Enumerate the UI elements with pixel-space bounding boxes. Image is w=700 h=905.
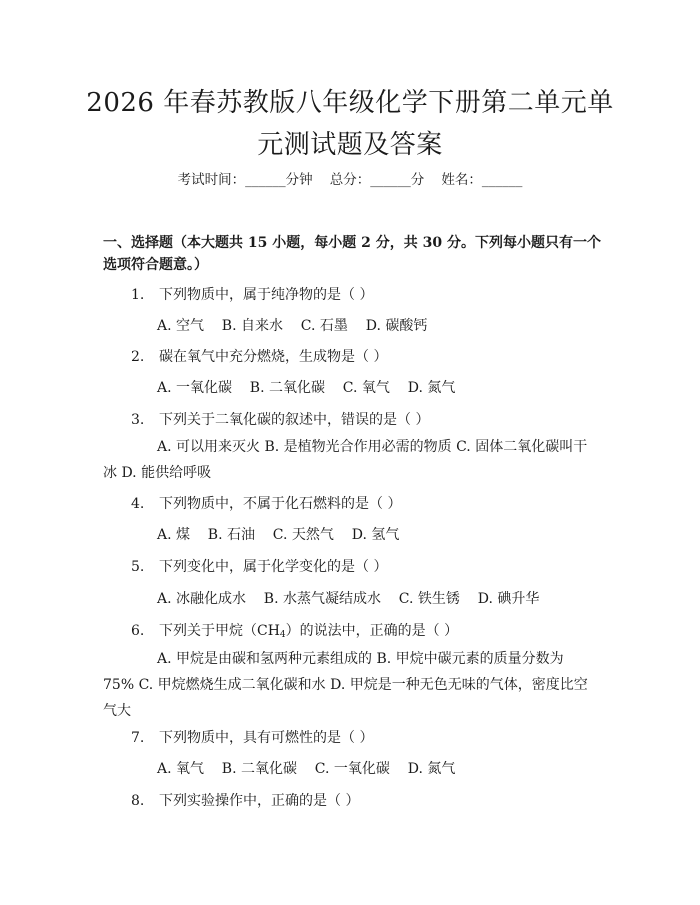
exam-meta-info: 考试时间：______分钟 总分：______分 姓名：______ <box>177 172 523 188</box>
question-5-options: A. 冰融化成水 B. 水蒸气凝结成水 C. 铁生锈 D. 碘升华 <box>157 591 540 607</box>
subscript-4: 4 <box>279 630 286 640</box>
exam-title-line2: 元测试题及答案 <box>257 130 443 160</box>
question-2-options: A. 一氧化碳 B. 二氧化碳 C. 氧气 D. 氮气 <box>157 380 456 396</box>
question-number: 1. <box>131 287 145 303</box>
question-7 <box>131 727 611 747</box>
question-6-options: A. 甲烷是由碳和氢两种元素组成的 B. 甲烷中碳元素的质量分数为 75% C. 甲烷燃烧生成二氧化碳和水 D. 甲烷是一种无色无味的气体，密度比空气大 <box>103 651 588 719</box>
question-stem: 下列实验操作中，正确的是（ ） <box>159 793 360 809</box>
exam-title-line1: 2026 年春苏教版八年级化学下册第二单元单 <box>86 88 614 118</box>
question-stem: 下列物质中，属于纯净物的是（ ） <box>159 287 374 303</box>
question-stem-pre: 下列关于甲烷（CH <box>159 623 280 639</box>
question-8 <box>131 790 611 810</box>
question-number: 7. <box>131 730 145 746</box>
question-number: 6. <box>131 623 145 639</box>
question-number: 2. <box>131 349 145 365</box>
question-4-options: A. 煤 B. 石油 C. 天然气 D. 氢气 <box>157 527 400 543</box>
question-stem-post: ）的说法中，正确的是（ ） <box>285 623 459 639</box>
question-6 <box>131 620 611 640</box>
question-4 <box>131 493 611 513</box>
question-stem: 下列变化中，属于化学变化的是（ ） <box>159 559 388 575</box>
question-2 <box>131 346 611 366</box>
question-number: 4. <box>131 496 145 512</box>
question-3 <box>131 409 611 429</box>
question-number: 5. <box>131 559 145 575</box>
question-stem: 下列物质中，不属于化石燃料的是（ ） <box>159 496 402 512</box>
question-stem: 下列物质中，具有可燃性的是（ ） <box>159 730 374 746</box>
question-number: 3. <box>131 412 145 428</box>
question-1-options: A. 空气 B. 自来水 C. 石墨 D. 碳酸钙 <box>157 318 428 334</box>
question-number: 8. <box>131 793 145 809</box>
question-5 <box>131 556 611 576</box>
section-heading: 一、选择题（本大题共 15 小题，每小题 2 分，共 30 分。下列每小题只有一个选项符合题意。） <box>103 235 601 273</box>
question-stem: 碳在氧气中充分燃烧，生成物是（ ） <box>159 349 388 365</box>
question-3-options: A. 可以用来灭火 B. 是植物光合作用必需的物质 C. 固体二氧化碳叫干冰 D. 能供给呼吸 <box>103 439 588 481</box>
question-1 <box>131 284 611 304</box>
question-stem: 下列关于二氧化碳的叙述中，错误的是（ ） <box>159 412 430 428</box>
question-7-options: A. 氧气 B. 二氧化碳 C. 一氧化碳 D. 氮气 <box>157 761 456 777</box>
exam-title <box>60 82 640 166</box>
